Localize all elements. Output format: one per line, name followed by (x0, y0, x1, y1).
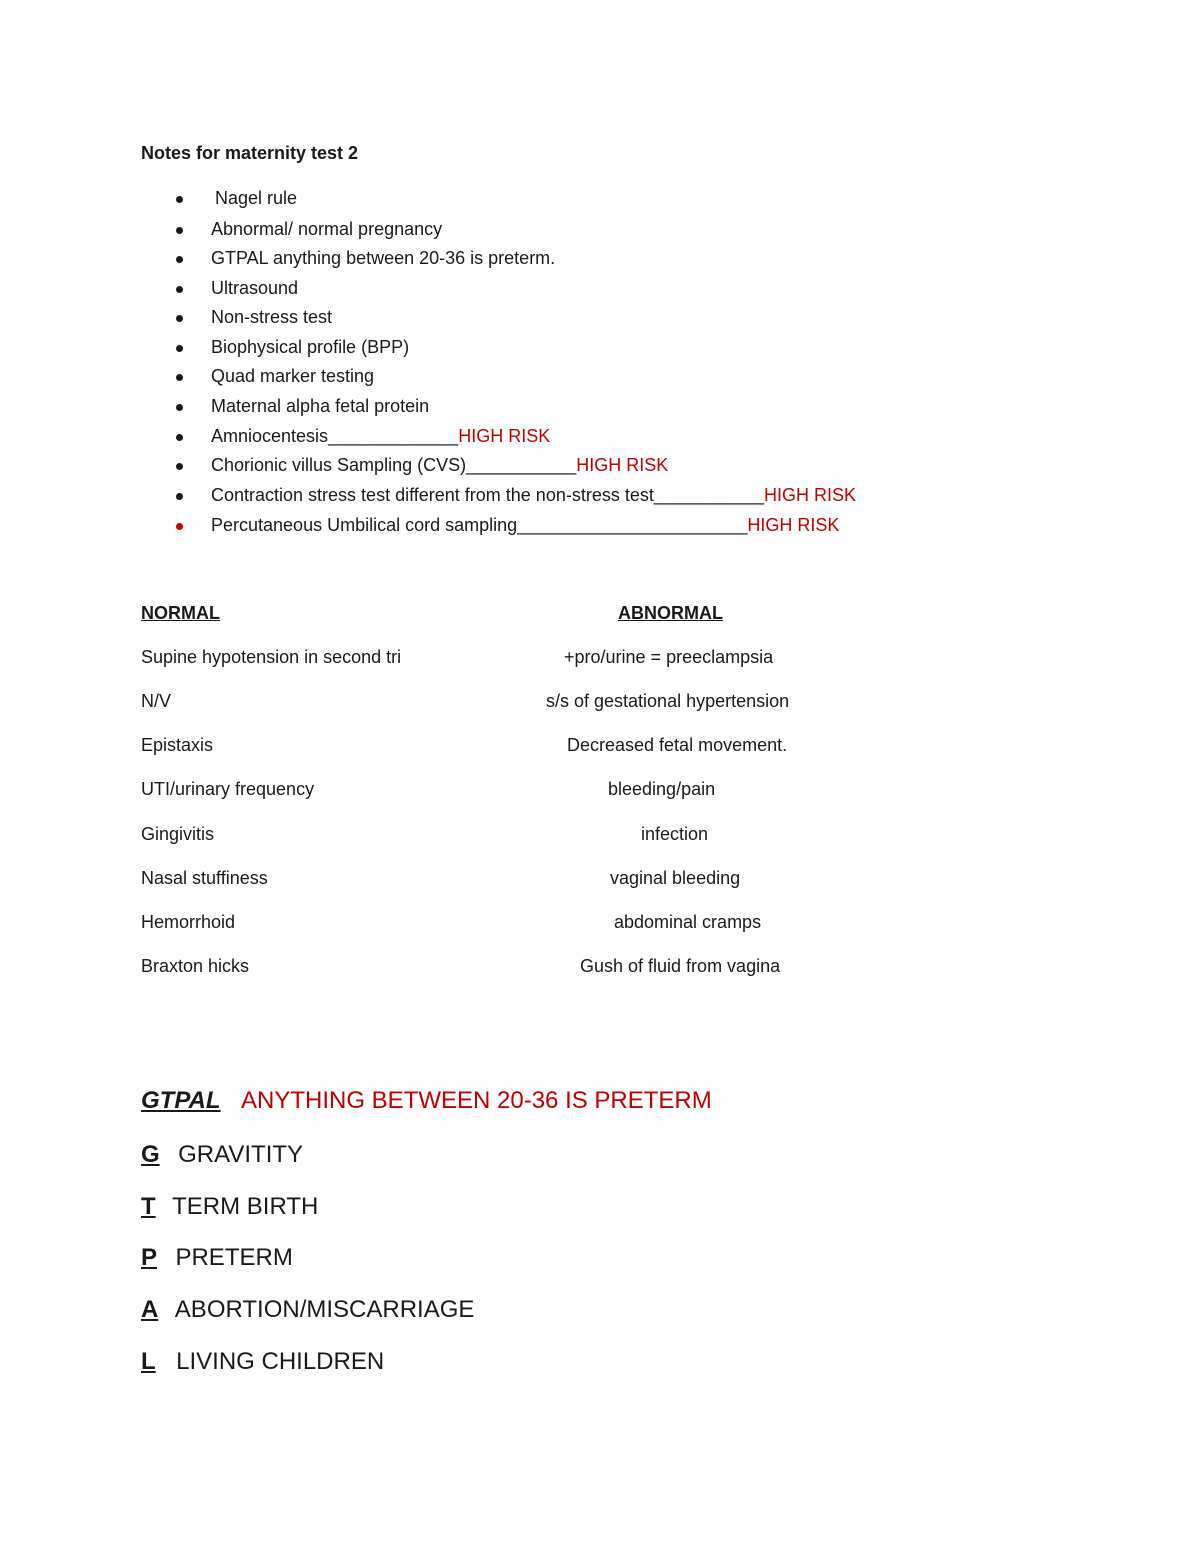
list-item (211, 426, 550, 447)
bullet-text: Percutaneous Umbilical cord sampling_______________________ (211, 515, 748, 535)
bullet-text: Nagel rule (215, 188, 298, 208)
list-item (211, 248, 555, 269)
gtpal-item (141, 1296, 474, 1324)
abnormal-item: infection (641, 824, 709, 844)
gtpal-word: PRETERM (175, 1244, 293, 1271)
gtpal-title: GTPAL (141, 1087, 221, 1114)
normal-item: UTI/urinary frequency (141, 779, 315, 799)
bullet-dot (176, 315, 183, 322)
abnormal-item: s/s of gestational hypertension (546, 691, 790, 711)
bullet-text: Maternal alpha fetal protein (211, 396, 430, 416)
bullet-dot (176, 434, 183, 441)
bullet-dot (176, 286, 183, 293)
gtpal-word: GRAVITITY (178, 1141, 304, 1168)
list-item (211, 307, 332, 328)
abnormal-item: Gush of fluid from vagina (580, 956, 781, 976)
list-item (211, 278, 298, 299)
list-item (211, 366, 374, 387)
bullet-dot (176, 493, 183, 500)
gtpal-letter: G (141, 1141, 160, 1168)
bullet-dot (176, 523, 183, 530)
normal-item: Braxton hicks (141, 956, 250, 976)
bullet-text: GTPAL anything between 20-36 is preterm. (211, 248, 556, 268)
list-item (211, 396, 429, 417)
bullet-text: Biophysical profile (BPP) (211, 337, 410, 357)
gtpal-word: TERM BIRTH (172, 1193, 319, 1220)
normal-item: N/V (141, 691, 172, 711)
gtpal-item (141, 1193, 318, 1221)
abnormal-item: +pro/urine = preeclampsia (564, 647, 774, 667)
abnormal-item: bleeding/pain (608, 779, 716, 799)
high-risk-tag: HIGH RISK (458, 426, 551, 446)
list-item (211, 337, 409, 358)
normal-item: Epistaxis (141, 735, 214, 755)
bullet-text: Chorionic villus Sampling (CVS)___________ (211, 455, 577, 475)
normal-item: Supine hypotension in second tri (141, 647, 402, 667)
bullet-text: Ultrasound (211, 278, 299, 298)
page-title: Notes for maternity test 2 (141, 143, 359, 163)
abnormal-item: Decreased fetal movement. (567, 735, 788, 755)
gtpal-subtitle: ANYTHING BETWEEN 20-36 IS PRETERM (241, 1087, 712, 1114)
high-risk-tag: HIGH RISK (576, 455, 669, 475)
bullet-text: Quad marker testing (211, 366, 375, 386)
gtpal-word: ABORTION/MISCARRIAGE (174, 1296, 475, 1323)
gtpal-letter: A (141, 1296, 159, 1323)
list-item (215, 188, 297, 209)
bullet-dot (176, 227, 183, 234)
gtpal-item (141, 1244, 293, 1272)
bullet-text: Abnormal/ normal pregnancy (211, 219, 443, 239)
gtpal-letter: P (141, 1244, 158, 1271)
abnormal-item: vaginal bleeding (610, 868, 741, 888)
bullet-dot (176, 196, 183, 203)
high-risk-tag: HIGH RISK (747, 515, 840, 535)
bullet-dot (176, 463, 183, 470)
gtpal-word: LIVING CHILDREN (176, 1348, 385, 1375)
bullet-text: Amniocentesis_____________ (211, 426, 459, 446)
normal-header: NORMAL (141, 603, 220, 623)
normal-item: Gingivitis (141, 824, 215, 844)
gtpal-item (141, 1141, 303, 1169)
bullet-dot (176, 256, 183, 263)
list-item (211, 515, 839, 536)
abnormal-header: ABNORMAL (618, 603, 723, 623)
list-item (211, 219, 442, 240)
list-item (211, 455, 668, 476)
bullet-dot (176, 345, 183, 352)
gtpal-letter: T (141, 1193, 156, 1220)
normal-item: Nasal stuffiness (141, 868, 268, 888)
gtpal-letter: L (141, 1348, 156, 1375)
bullet-dot (176, 374, 183, 381)
bullet-dot (176, 404, 183, 411)
bullet-text: Non-stress test (211, 307, 333, 327)
abnormal-item: abdominal cramps (614, 912, 762, 932)
high-risk-tag: HIGH RISK (763, 485, 856, 505)
normal-item: Hemorrhoid (141, 912, 236, 932)
list-item (211, 485, 856, 506)
bullet-text: Contraction stress test different from the non-stress test___________ (211, 485, 764, 505)
gtpal-item (141, 1348, 384, 1376)
